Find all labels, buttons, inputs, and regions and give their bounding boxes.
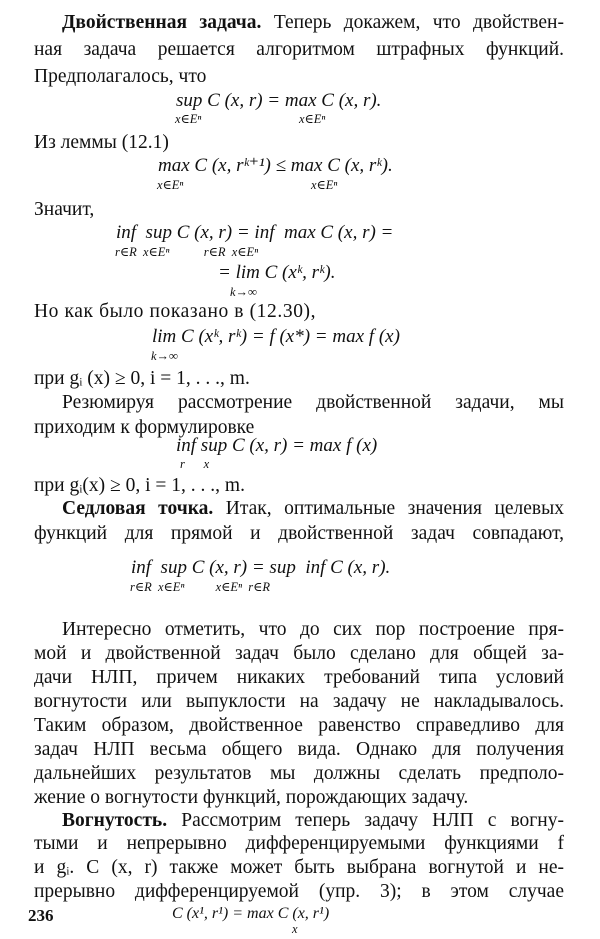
text-line: при gᵢ(x) ≥ 0, i = 1, . . ., m.: [34, 475, 245, 496]
text-line: при gᵢ (x) ≥ 0, i = 1, . . ., m.: [34, 368, 250, 389]
text-line: Таким образом, двойственное равенство справедливо для: [34, 715, 564, 736]
text-line: Из леммы (12.1): [34, 132, 169, 153]
formula-lim-max: lim C (xᵏ, rᵏ) = f (x*) = max f (x): [152, 326, 400, 347]
text-line: приходим к формулировке: [34, 417, 255, 438]
text-line: Интересно отметить, что до сих пор построение пря-: [62, 619, 564, 640]
text-line: мой и двойственной задач было сделано для общей за-: [34, 643, 564, 664]
formula-inf-sup-max: inf sup C (x, r) = max f (x): [176, 435, 378, 456]
section-heading-concavity: Вогнутость.: [62, 810, 168, 831]
text-line: тыми и непрерывно дифференцируемыми функциями f: [34, 833, 564, 854]
formula-subscript: x∈Eⁿ: [157, 178, 184, 192]
section-heading-dual-problem: Двойственная задача.: [62, 12, 262, 33]
text-line: Но как было показано в (12.30),: [34, 301, 317, 322]
formula-subscript: k→∞: [151, 349, 178, 363]
formula-saddle-equality: inf sup C (x, r) = sup inf C (x, r).: [131, 557, 391, 578]
text-line: прерывно дифференцируемой (упр. 3); в этом случае: [34, 881, 564, 902]
formula-subscript: x∈Eⁿ: [311, 178, 338, 192]
text-line: ная задача решается алгоритмом штрафных функций.: [34, 39, 564, 60]
text-line: функций для прямой и двойственной задач совпадают,: [34, 523, 564, 544]
section-heading-saddle-point: Седловая точка.: [62, 498, 214, 519]
text-line: задач НЛП весьма общего вида. Однако для получения: [34, 739, 564, 760]
formula-sup-max: sup C (x, r) = max C (x, r).: [176, 90, 382, 111]
formula-subscript: k→∞: [230, 285, 257, 299]
text-line: Предполагалось, что: [34, 66, 207, 87]
formula-subscript: x: [292, 922, 298, 936]
formula-c-max: C (x¹, r¹) = max C (x, r¹): [172, 905, 330, 922]
text-line: вогнутости или выпуклости на задачу не накладывалось.: [34, 691, 564, 712]
text-line: и gᵢ. C (x, r) также может быть выбрана вогнутой и не-: [34, 857, 564, 878]
text-line: жение о вогнутости функций, порождающих задачу.: [34, 787, 469, 808]
formula-max-inequality: max C (x, rᵏ⁺¹) ≤ max C (x, rᵏ).: [158, 155, 393, 176]
formula-lim: = lim C (xᵏ, rᵏ).: [218, 262, 336, 283]
text-line: дальнейших результатов мы должны сделать предполо-: [34, 763, 564, 784]
text-line: Двойственная задача. Теперь докажем, что двойствен-: [62, 12, 564, 33]
text-line: Вогнутость. Рассмотрим теперь задачу НЛП с вогну-: [62, 810, 564, 831]
formula-subscript: r∈R x∈Eⁿ x∈Eⁿ r∈R: [130, 580, 271, 594]
formula-subscript: x∈Eⁿ: [175, 112, 202, 126]
formula-inf-sup: inf sup C (x, r) = inf max C (x, r) =: [116, 222, 394, 243]
formula-subscript: r x: [180, 457, 210, 471]
formula-subscript: x∈Eⁿ: [299, 112, 326, 126]
text-line: Резюмируя рассмотрение двойственной задачи, мы: [62, 392, 564, 413]
text-line: Значит,: [34, 199, 95, 220]
page-number: 236: [28, 906, 54, 925]
formula-subscript: r∈R x∈Eⁿ r∈R x∈Eⁿ: [115, 245, 259, 259]
text-line: Седловая точка. Итак, оптимальные значения целевых: [62, 498, 564, 519]
text-line: дачи НЛП, причем никаких требований типа условий: [34, 667, 564, 688]
